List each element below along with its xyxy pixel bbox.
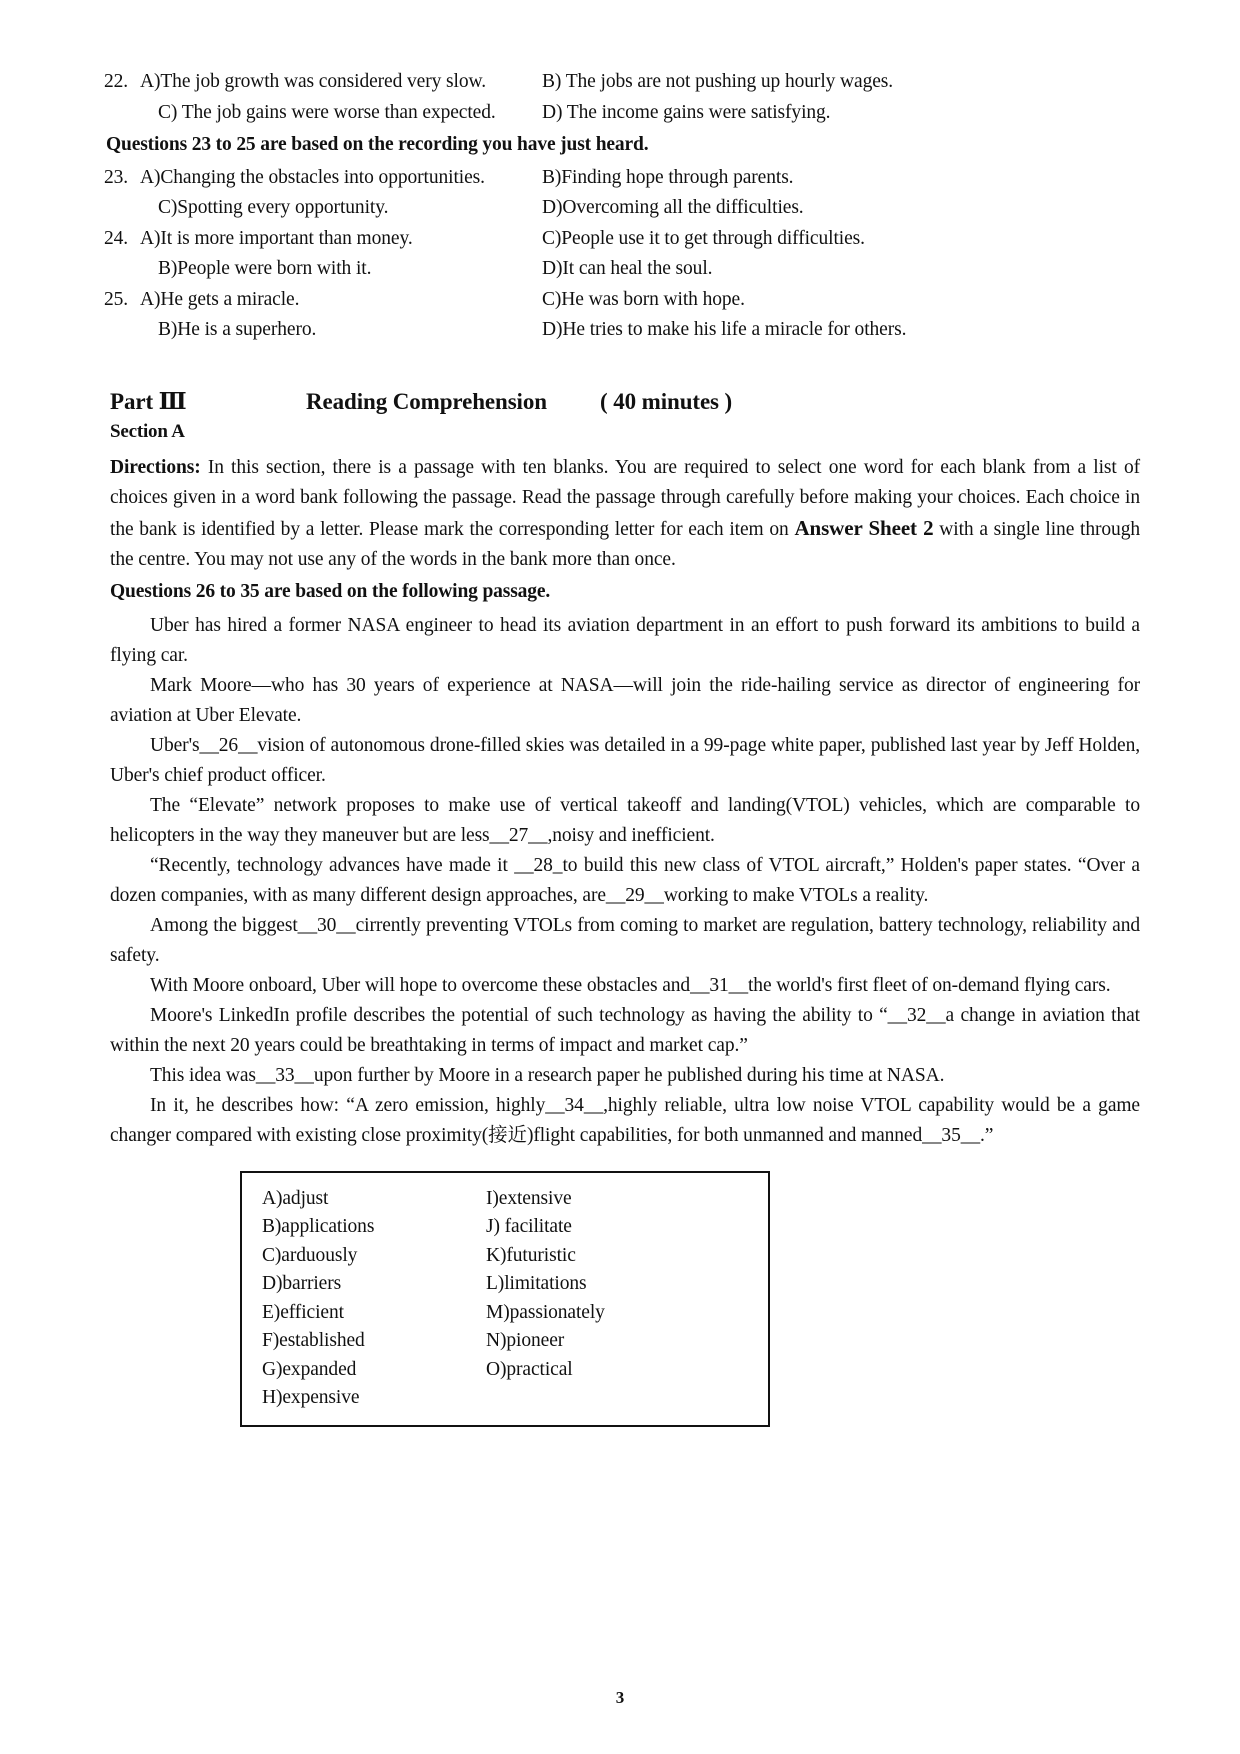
question-24-option-a: A)It is more important than money. [140,227,413,249]
answer-sheet-reference: Answer Sheet 2 [794,515,934,540]
word-bank-row [242,1213,768,1242]
question-23-option-d: D)Overcoming all the difficulties. [542,197,804,218]
question-24-line-2 [100,259,1140,279]
word-bank-row [242,1185,768,1214]
question-23-option-b: B)Finding hope through parents. [542,166,794,188]
word-bank-option: G)expanded [262,1358,357,1380]
word-bank-row [242,1270,768,1299]
word-bank-option: I)extensive [486,1187,572,1209]
question-23-option-a: A)Changing the obstacles into opportunities. [140,166,485,188]
section-label: Section A [110,420,185,442]
directions-paragraph [110,453,1140,575]
question-24-option-d: D)It can heal the soul. [542,258,713,279]
passage-paragraph: Mark Moore—who has 30 years of experience at NASA—will join the ride-hailing service as director of engineering for aviation at Uber Elevate. [110,674,1140,726]
question-22-option-a: A)The job growth was considered very slow. [140,71,486,92]
passage-paragraph: With Moore onboard, Uber will hope to overcome these obstacles and__31__the world's first fleet of on-demand flying cars. [150,974,1111,996]
word-bank-row [242,1299,768,1328]
word-bank-option: F)established [262,1330,365,1351]
question-22-option-b: B) The jobs are not pushing up hourly wages. [542,71,894,92]
directions-text-part-2: with a single line through the centre. You may not use any of the words in the bank more than once. [110,518,1140,570]
question-23-number: 23. [104,166,129,188]
passage-paragraph: Uber has hired a former NASA engineer to head its aviation department in an effort to push forward its ambitions to build a flying car. [110,614,1140,666]
part-title: Reading Comprehension [306,388,547,414]
question-25-option-c: C)He was born with hope. [542,288,745,310]
question-22-number: 22. [104,71,129,92]
passage-paragraph: Moore's LinkedIn profile describes the potential of such technology as having the ability to “__32__a change in aviation that within the next 20 years could be breathtaking in terms of impact and market cap.” [110,1004,1140,1056]
question-25-option-d: D)He tries to make his life a miracle for others. [542,319,907,340]
word-bank-option [482,1384,768,1413]
part-heading [110,388,1140,415]
word-bank-row [242,1327,768,1356]
word-bank-table [240,1171,770,1427]
word-bank-option: M)passionately [486,1301,605,1323]
passage-paragraph: Among the biggest__30__cirrently preventing VTOLs from coming to market are regulation, battery technology, reliability and safety. [110,914,1140,966]
question-22-option-c: C) The job gains were worse than expected. [158,101,496,123]
word-bank-option: B)applications [262,1216,375,1237]
question-24-option-c: C)People use it to get through difficulties. [542,227,865,249]
part-label: Part Ⅲ [110,388,187,414]
passage-paragraph: This idea was__33__upon further by Moore in a research paper he published during his time at NASA. [150,1064,945,1086]
question-23-line-2 [100,198,1140,218]
passage-paragraph: The “Elevate” network proposes to make use of vertical takeoff and landing(VTOL) vehicles, which are comparable to helicopters in the way they maneuver but are less__27__,noisy and inefficient. [110,794,1140,846]
word-bank-option: L)limitations [486,1273,587,1294]
question-23-option-c: C)Spotting every opportunity. [158,197,389,218]
page-number: 3 [615,1688,625,1707]
question-22-line-2 [100,103,1140,123]
passage-paragraph: In it, he describes how: “A zero emission, highly__34__,highly reliable, ultra low noise VTOL capability would be a game changer compared with existing close proximity(接近)flight capabilities, for both unmanned and manned__35__.” [110,1094,1140,1146]
question-24-number: 24. [104,227,129,249]
word-bank-option: H)expensive [262,1387,360,1408]
word-bank-option: C)arduously [262,1244,358,1266]
word-bank-container [100,1171,1140,1427]
word-bank-row [242,1384,768,1413]
word-bank-option: J) facilitate [486,1216,572,1237]
part-time-allowance: ( 40 minutes ) [600,388,733,414]
question-22-line-1 [100,72,1140,92]
word-bank-option: D)barriers [262,1273,342,1294]
question-25-number: 25. [104,288,129,310]
word-bank-option: E)efficient [262,1301,344,1323]
question-22-option-d: D) The income gains were satisfying. [542,101,831,123]
word-bank-option: A)adjust [262,1187,329,1209]
word-bank-option: N)pioneer [486,1330,565,1351]
passage-paragraph: Uber's__26__vision of autonomous drone-filled skies was detailed in a 99-page white paper, published last year by Jeff Holden, Uber's chief product officer. [110,734,1140,786]
word-bank-option: O)practical [486,1358,573,1380]
passage-heading: Questions 26 to 35 are based on the following passage. [110,580,551,602]
question-25-option-a: A)He gets a miracle. [140,288,300,310]
question-24-option-b: B)People were born with it. [158,258,372,279]
word-bank-row [242,1242,768,1271]
word-bank-option: K)futuristic [486,1244,576,1266]
directions-lead: Directions: [110,456,201,478]
question-24-line-1 [100,229,1140,249]
passage-paragraph: “Recently, technology advances have made it __28_to build this new class of VTOL aircraft,” Holden's paper states. “Over a dozen companies, with as many different design approaches, are__29__working to make VTOLs a reality. [110,854,1140,906]
question-25-line-2 [100,320,1140,340]
question-23-line-1 [100,168,1140,188]
word-bank-row [242,1356,768,1385]
question-25-option-b: B)He is a superhero. [158,319,317,340]
recording-heading: Questions 23 to 25 are based on the recording you have just heard. [106,134,649,155]
directions-text-part-1: In this section, there is a passage with ten blanks. You are required to select one word for each blank from a list of choices given in a word bank following the passage. Read the passage through carefully before making your choices. Each choice in the bank is identified by a letter. Please mark the corresponding letter for each item on [110,456,1140,540]
question-25-line-1 [100,290,1140,310]
